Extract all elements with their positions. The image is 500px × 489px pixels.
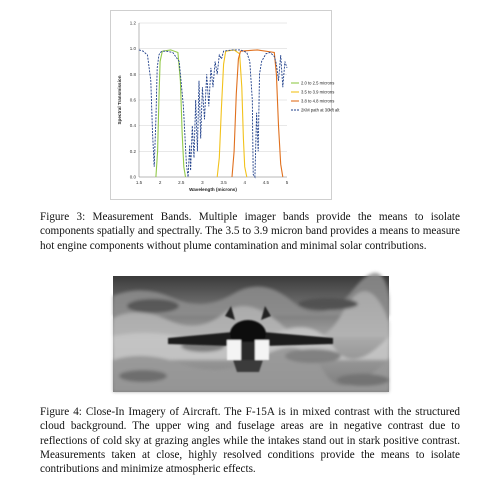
figure-4-caption: Figure 4: Close-In Imagery of Aircraft. The F-15A is in mixed contrast with the structured cloud background. The upper wing and fuselage areas are in negative contrast due to reflections of cold sky at grazing angles while the intakes stand out in stark positive contrast. Measurements taken at close, highly resolved conditions provide the means to isolate contributions and minimize atmospheric effects. [40,406,460,476]
series-line-3 [232,50,283,177]
x-axis-label: Wavelength (microns) [189,187,237,192]
legend-label: 3.5 to 3.9 microns [301,89,335,95]
measurement-bands-chart [110,10,340,200]
series-line-4 [139,50,287,177]
y-axis-label: Spectral Transmission [117,75,122,125]
legend-label: 2.0 to 2.5 microns [301,80,335,86]
aircraft-thermal-image [113,276,389,392]
series-line-1 [156,50,186,177]
x-tick-label: 2 [158,180,162,185]
x-tick-label: 2.5 [178,180,185,185]
series-line-2 [217,50,247,177]
x-tick-label: 1.5 [135,180,143,185]
y-tick-label: 1.0 [129,46,136,52]
x-tick-label: 4.5 [262,180,269,185]
x-tick-label: 4 [243,180,246,185]
y-tick-label: 0.0 [129,174,136,180]
y-tick-label: 0.8 [129,71,136,77]
legend-label: 2KM path at 30kft alt [301,107,340,113]
legend-label: 3.8 to 4.8 microns [301,98,335,104]
chart-svg [111,11,340,199]
aircraft-image-svg [113,276,389,392]
figure-3-caption: Figure 3: Measurement Bands. Multiple imager bands provide the means to isolate components spatially and spectrally. The 3.5 to 3.9 micron band provides a means to measure hot engine components without plume contamination and minimal solar contributions. [40,211,460,252]
y-tick-label: 0.6 [129,97,136,103]
y-tick-label: 1.2 [129,20,136,26]
y-tick-label: 0.2 [129,148,136,154]
x-tick-label: 3 [201,180,204,185]
x-tick-label: 3.5 [220,180,227,185]
x-tick-label: 5 [285,180,289,185]
y-tick-label: 0.4 [129,123,136,129]
